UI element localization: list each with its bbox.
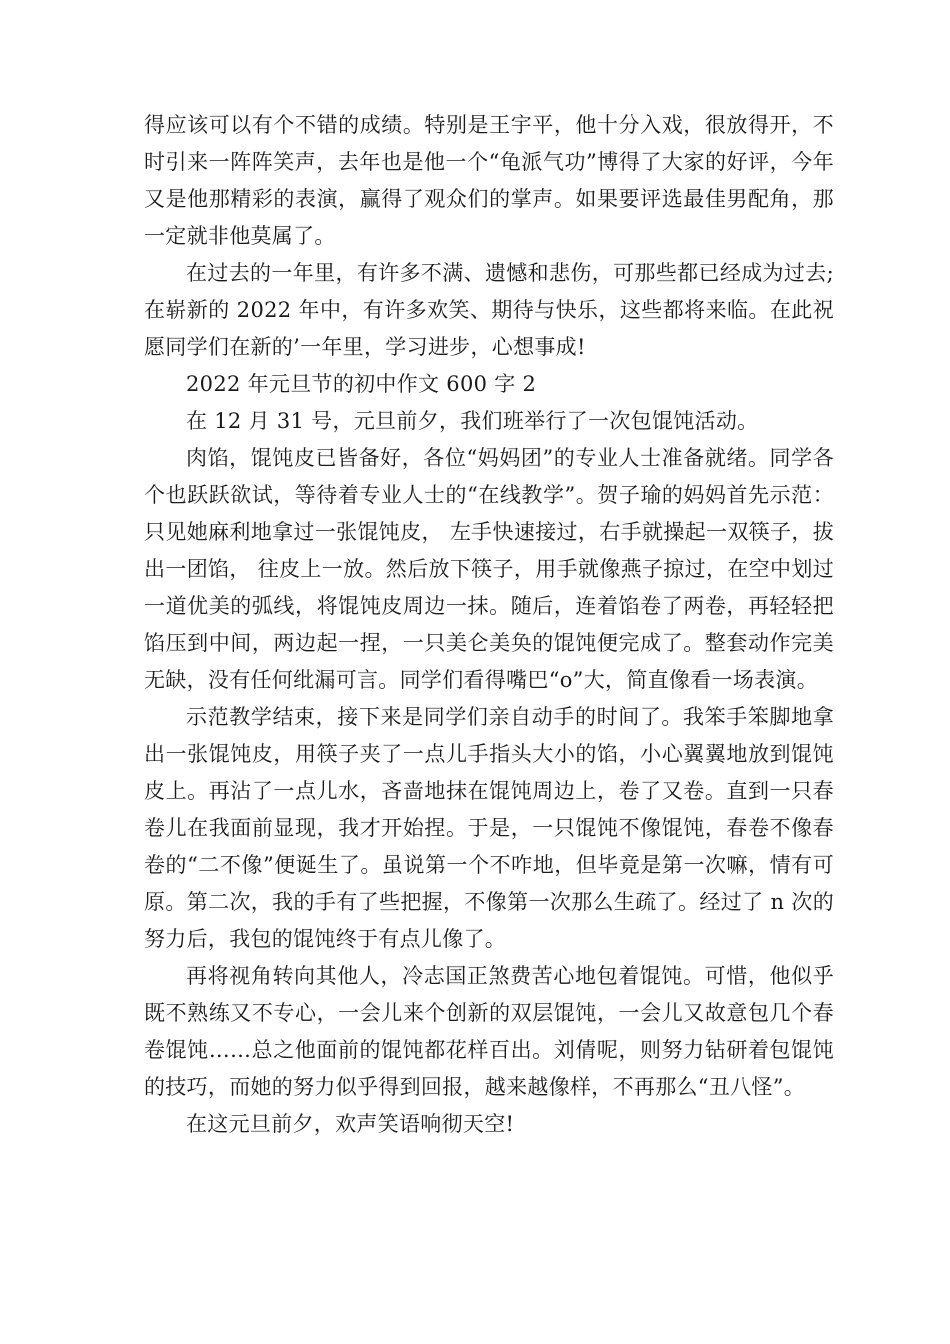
paragraph-7: 在这元旦前夕，欢声笑语响彻天空!: [186, 1112, 515, 1136]
paragraph-1: 得应该可以有个不错的成绩。特别是王宇平，他十分入戏，很放得开，不时引来一阵阵笑声，去年也是他一个“龟派气功”博得了大家的好评，今年又是他那精彩的表演，赢得了观众们的掌声。如果要评选最佳男配角，那一定就非他莫属了。: [144, 113, 834, 248]
paragraph-5: 示范教学结束，接下来是同学们亲自动手的时间了。我笨手笨脚地拿出一张馄饨皮，用筷子夹了一点儿手指头大小的馅，小心翼翼地放到馄饨皮上。再沾了一点儿水，吝啬地抹在馄饨周边上，卷了又卷。直到一只春卷儿在我面前显现，我才开始捏。于是，一只馄饨不像馄饨，春卷不像春卷的“二不像”便诞生了。虽说第一个不咋地，但毕竟是第一次嘛，情有可原。第二次，我的手有了些把握，不像第一次那么生疏了。经过了 n 次的努力后，我包的馄饨终于有点儿像了。: [144, 705, 834, 951]
document-page: [144, 107, 834, 1143]
section-heading: 2022 年元旦节的初中作文 600 字 2: [186, 372, 537, 396]
paragraph-4: 肉馅，馄饨皮已皆备好，各位“妈妈团”的专业人士准备就绪。同学各个也跃跃欲试，等待着专业人士的“在线教学”。贺子瑜的妈妈首先示范：只见她麻利地拿过一张馄饨皮， 左手快速接过，右手就操起一双筷子，拔出一团馅， 往皮上一放。然后放下筷子，用手就像燕子掠过，在空中划过一道优美的弧线，将馄饨皮周边一抹。随后，连着馅卷了两卷，再轻轻把馅压到中间，两边起一捏，一只美仑美奂的馄饨便完成了。整套动作完美无缺，没有任何纰漏可言。同学们看得嘴巴“o”大，简直像看一场表演。: [144, 446, 834, 692]
paragraph-3: 在 12 月 31 号，元旦前夕，我们班举行了一次包馄饨活动。: [186, 409, 759, 433]
paragraph-2: 在过去的一年里，有许多不满、遗憾和悲伤，可那些都已经成为过去;在崭新的 2022 年中，有许多欢笑、期待与快乐，这些都将来临。在此祝愿同学们在新的’一年里，学习进步，心想事成!: [144, 261, 834, 359]
paragraph-6: 再将视角转向其他人，冷志国正煞费苦心地包着馄饨。可惜，他似乎既不熟练又不专心，一会儿来个创新的双层馄饨，一会儿又故意包几个春卷馄饨……总之他面前的馄饨都花样百出。刘倩呢，则努力钻研着包馄饨的技巧，而她的努力似乎得到回报，越来越像样，不再那么“丑八怪”。: [144, 964, 834, 1099]
